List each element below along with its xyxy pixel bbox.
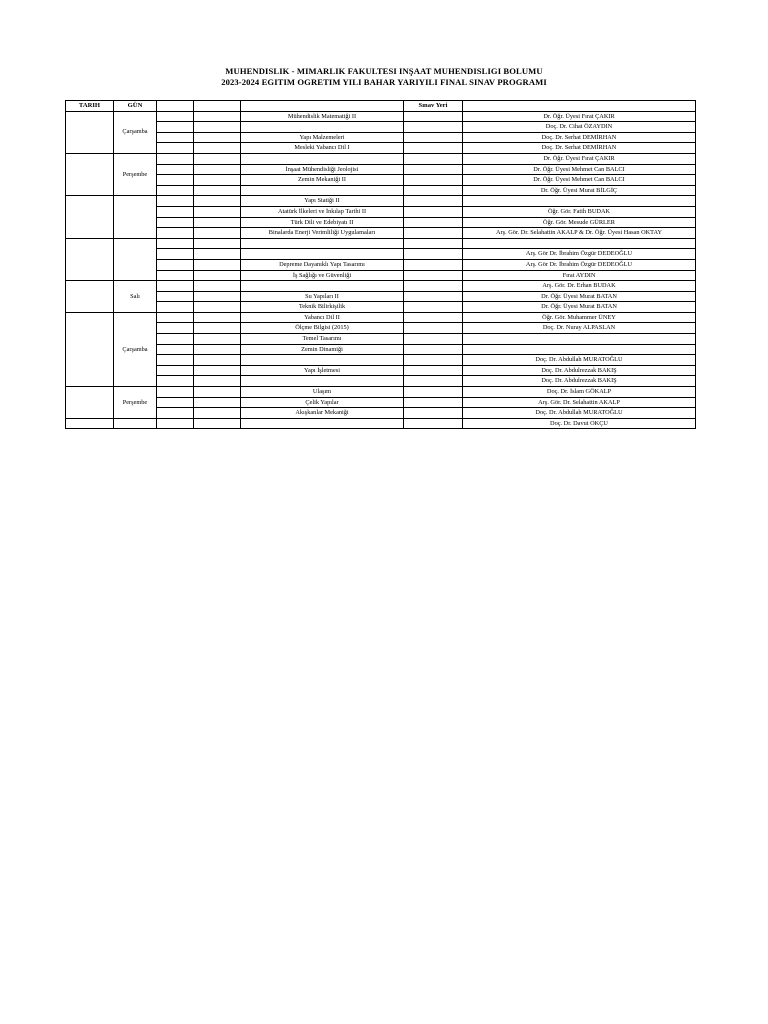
exam-schedule-table (65, 100, 696, 429)
instructor-cell: Doç. Dr. Abdullah MURATOĞLU (463, 408, 696, 419)
tarih-cell (66, 196, 114, 238)
instructor-cell: Öğr. Gör. Fatih BUDAK (463, 206, 696, 217)
exam-location-cell (404, 270, 463, 281)
course-cell: Zemin Mekaniği II (241, 175, 404, 186)
instructor-cell: Öğr. Gör. Muhammer ÜNEY (463, 312, 696, 323)
table-row (66, 323, 696, 334)
empty-cell (194, 249, 241, 260)
course-cell: Türk Dili ve Edebiyatı II (241, 217, 404, 228)
empty-cell (194, 376, 241, 387)
empty-cell (157, 365, 194, 376)
instructor-cell (463, 334, 696, 345)
empty-cell (157, 387, 194, 398)
header-tarih: TARIH (66, 101, 114, 112)
table-row (66, 153, 696, 164)
empty-cell (194, 185, 241, 196)
exam-location-cell (404, 175, 463, 186)
empty-cell (194, 291, 241, 302)
table-row (66, 259, 696, 270)
exam-location-cell (404, 376, 463, 387)
exam-location-cell (404, 132, 463, 143)
empty-cell (157, 355, 194, 366)
table-row (66, 365, 696, 376)
instructor-cell: Doç. Dr. Nuray ALPASLAN (463, 323, 696, 334)
course-cell (241, 122, 404, 133)
table-row (66, 397, 696, 408)
instructor-cell: Arş. Gör. Dr. Erhan BUDAK (463, 281, 696, 292)
header-gozetmen (463, 101, 696, 112)
table-row (66, 143, 696, 154)
empty-cell (157, 418, 194, 429)
table-row (66, 185, 696, 196)
exam-location-cell (404, 408, 463, 419)
table-row (66, 132, 696, 143)
exam-location-cell (404, 143, 463, 154)
exam-location-cell (404, 355, 463, 366)
course-cell: Mühendislik Matematiği II (241, 111, 404, 122)
empty-cell (157, 270, 194, 281)
instructor-cell (463, 196, 696, 207)
course-cell: Mesleki Yabancı Dil I (241, 143, 404, 154)
tarih-cell (66, 238, 114, 280)
tarih-cell (66, 111, 114, 153)
header-ders (241, 101, 404, 112)
exam-location-cell (404, 291, 463, 302)
instructor-cell: Doç. Dr. Serhat DEMİRHAN (463, 132, 696, 143)
exam-location-cell (404, 312, 463, 323)
instructor-cell: Doç. Dr. Abdulrezzak BAKIŞ (463, 365, 696, 376)
gun-cell (114, 238, 157, 280)
table-row (66, 355, 696, 366)
empty-cell (194, 153, 241, 164)
course-cell (241, 418, 404, 429)
course-cell: Akışkanlar Mekaniği (241, 408, 404, 419)
table-row (66, 376, 696, 387)
empty-cell (157, 185, 194, 196)
table-row (66, 387, 696, 398)
instructor-cell: Doç. Dr. Abdullah MURATOĞLU (463, 355, 696, 366)
empty-cell (157, 164, 194, 175)
header-row (66, 101, 696, 112)
empty-cell (157, 206, 194, 217)
exam-location-cell (404, 217, 463, 228)
course-cell: Zemin Dinamiği (241, 344, 404, 355)
course-cell: Yabancı Dil II (241, 312, 404, 323)
instructor-cell: Arş. Gör Dr. İbrahim Özgür DEDEOĞLU (463, 249, 696, 260)
gun-cell: Çarşamba (114, 111, 157, 153)
exam-location-cell (404, 387, 463, 398)
table-row (66, 217, 696, 228)
empty-cell (157, 408, 194, 419)
empty-cell (194, 132, 241, 143)
header-gun: GÜN (114, 101, 157, 112)
instructor-cell: Arş. Gör. Dr. Selahattin AKALP & Dr. Öğr. Üyesi Hasan OKTAY (463, 228, 696, 239)
header-sinav-yeri: Sınav Yeri (404, 101, 463, 112)
empty-cell (157, 153, 194, 164)
empty-cell (194, 387, 241, 398)
table-row (66, 249, 696, 260)
table-row (66, 302, 696, 313)
table-row (66, 122, 696, 133)
empty-cell (194, 323, 241, 334)
header-col3 (157, 101, 194, 112)
course-cell: Yapı İşletmesi (241, 365, 404, 376)
instructor-cell: Dr. Öğr. Üyesi Murat BATAN (463, 291, 696, 302)
instructor-cell: Dr. Öğr. Üyesi Mehmet Can BALCI (463, 175, 696, 186)
empty-cell (194, 418, 241, 429)
gun-cell: Perşembe (114, 387, 157, 419)
instructor-cell: Dr. Öğr. Üyesi Murat BATAN (463, 302, 696, 313)
instructor-cell: Dr. Öğr. Üyesi Fırat ÇAKIR (463, 153, 696, 164)
gun-cell: Perşembe (114, 153, 157, 195)
course-cell (241, 238, 404, 249)
empty-cell (157, 228, 194, 239)
exam-location-cell (404, 238, 463, 249)
empty-cell (157, 323, 194, 334)
instructor-cell: Doç. Dr. Serhat DEMİRHAN (463, 143, 696, 154)
course-cell: Depreme Dayanıklı Yapı Tasarımı (241, 259, 404, 270)
title-line-2: 2023-2024 EGITIM OGRETIM YILI BAHAR YARIYILI FINAL SINAV PROGRAMI (221, 76, 547, 87)
empty-cell (157, 122, 194, 133)
empty-cell (194, 196, 241, 207)
course-cell (241, 185, 404, 196)
course-cell: Binalarda Enerji Verimliliği Uygulamaları (241, 228, 404, 239)
empty-cell (157, 175, 194, 186)
table-row (66, 228, 696, 239)
instructor-cell: Dr. Öğr. Üyesi Fırat ÇAKIR (463, 111, 696, 122)
empty-cell (194, 217, 241, 228)
exam-location-cell (404, 185, 463, 196)
course-cell (241, 153, 404, 164)
empty-cell (194, 312, 241, 323)
exam-location-cell (404, 122, 463, 133)
table-row (66, 344, 696, 355)
course-cell: Yapı Malzemeleri (241, 132, 404, 143)
empty-cell (194, 334, 241, 345)
empty-cell (157, 249, 194, 260)
tarih-cell (66, 387, 114, 419)
exam-location-cell (404, 334, 463, 345)
header-col4 (194, 101, 241, 112)
table-row (66, 334, 696, 345)
instructor-cell: Arş. Gör. Dr. Selahattin AKALP (463, 397, 696, 408)
instructor-cell (463, 344, 696, 355)
empty-cell (194, 206, 241, 217)
empty-cell (194, 175, 241, 186)
empty-cell (194, 143, 241, 154)
gun-cell (114, 196, 157, 238)
exam-location-cell (404, 397, 463, 408)
schedule-body (66, 111, 696, 429)
course-cell (241, 249, 404, 260)
instructor-cell: Öğr. Gör. Mesude GÜRLER (463, 217, 696, 228)
empty-cell (157, 238, 194, 249)
exam-location-cell (404, 111, 463, 122)
empty-cell (157, 376, 194, 387)
empty-cell (194, 122, 241, 133)
course-cell: Çelik Yapılar (241, 397, 404, 408)
exam-location-cell (404, 281, 463, 292)
exam-location-cell (404, 344, 463, 355)
empty-cell (157, 132, 194, 143)
table-row (66, 238, 696, 249)
table-row (66, 206, 696, 217)
exam-location-cell (404, 418, 463, 429)
table-row (66, 408, 696, 419)
empty-cell (157, 259, 194, 270)
exam-location-cell (404, 206, 463, 217)
course-cell (241, 376, 404, 387)
empty-cell (157, 334, 194, 345)
empty-cell (194, 408, 241, 419)
exam-location-cell (404, 249, 463, 260)
tarih-cell (66, 153, 114, 195)
course-cell: İnşaat Mühendisliği Jeolojisi (241, 164, 404, 175)
course-cell: Ulaşım (241, 387, 404, 398)
gun-cell (114, 418, 157, 429)
instructor-cell: Dr. Öğr. Üyesi Murat BİLGİÇ (463, 185, 696, 196)
gun-cell: Salı (114, 281, 157, 313)
instructor-cell: Doç. Dr. Cihat ÖZAYDIN (463, 122, 696, 133)
table-row (66, 164, 696, 175)
exam-location-cell (404, 302, 463, 313)
empty-cell (194, 281, 241, 292)
exam-location-cell (404, 365, 463, 376)
gun-cell: Çarşamba (114, 312, 157, 386)
empty-cell (157, 344, 194, 355)
course-cell: Atatürk İlkeleri ve İnkılap Tarihi II (241, 206, 404, 217)
empty-cell (194, 238, 241, 249)
table-row (66, 281, 696, 292)
table-row (66, 291, 696, 302)
empty-cell (157, 196, 194, 207)
exam-location-cell (404, 164, 463, 175)
empty-cell (157, 291, 194, 302)
table-row (66, 196, 696, 207)
tarih-cell (66, 312, 114, 386)
course-cell: Ölçme Bilgisi (2015) (241, 323, 404, 334)
course-cell: İş Sağlığı ve Güvenliği (241, 270, 404, 281)
course-cell (241, 281, 404, 292)
course-cell: Temel Tasarımı (241, 334, 404, 345)
empty-cell (157, 397, 194, 408)
instructor-cell: Arş. Gör Dr. İbrahim Özgür DEDEOĞLU (463, 259, 696, 270)
empty-cell (194, 259, 241, 270)
table-row (66, 270, 696, 281)
document-title (0, 66, 768, 87)
empty-cell (194, 355, 241, 366)
empty-cell (157, 111, 194, 122)
instructor-cell: Doç. Dr. Abdulrezzak BAKIŞ (463, 376, 696, 387)
instructor-cell: Doç. Dr. Davut OKÇU (463, 418, 696, 429)
exam-location-cell (404, 153, 463, 164)
empty-cell (157, 217, 194, 228)
table-row (66, 111, 696, 122)
course-cell: Su Yapıları II (241, 291, 404, 302)
tarih-cell (66, 281, 114, 313)
empty-cell (157, 312, 194, 323)
empty-cell (194, 397, 241, 408)
table-row (66, 418, 696, 429)
empty-cell (157, 143, 194, 154)
exam-location-cell (404, 196, 463, 207)
course-cell (241, 355, 404, 366)
exam-location-cell (404, 259, 463, 270)
exam-location-cell (404, 323, 463, 334)
empty-cell (194, 228, 241, 239)
empty-cell (194, 270, 241, 281)
empty-cell (194, 344, 241, 355)
empty-cell (157, 302, 194, 313)
empty-cell (194, 302, 241, 313)
table-row (66, 312, 696, 323)
empty-cell (157, 281, 194, 292)
table-row (66, 175, 696, 186)
title-line-1: MUHENDISLIK - MIMARLIK FAKULTESI INŞAAT MUHENDISLIGI BOLUMU (225, 66, 543, 76)
course-cell: Yapı Statiği II (241, 196, 404, 207)
tarih-cell (66, 418, 114, 429)
instructor-cell: Doç. Dr. İslam GÖKALP (463, 387, 696, 398)
empty-cell (194, 164, 241, 175)
instructor-cell: Fırat AYDIN (463, 270, 696, 281)
empty-cell (194, 111, 241, 122)
instructor-cell (463, 238, 696, 249)
course-cell: Teknik Bilirkişilik (241, 302, 404, 313)
instructor-cell: Dr. Öğr. Üyesi Mehmet Can BALCI (463, 164, 696, 175)
exam-location-cell (404, 228, 463, 239)
empty-cell (194, 365, 241, 376)
